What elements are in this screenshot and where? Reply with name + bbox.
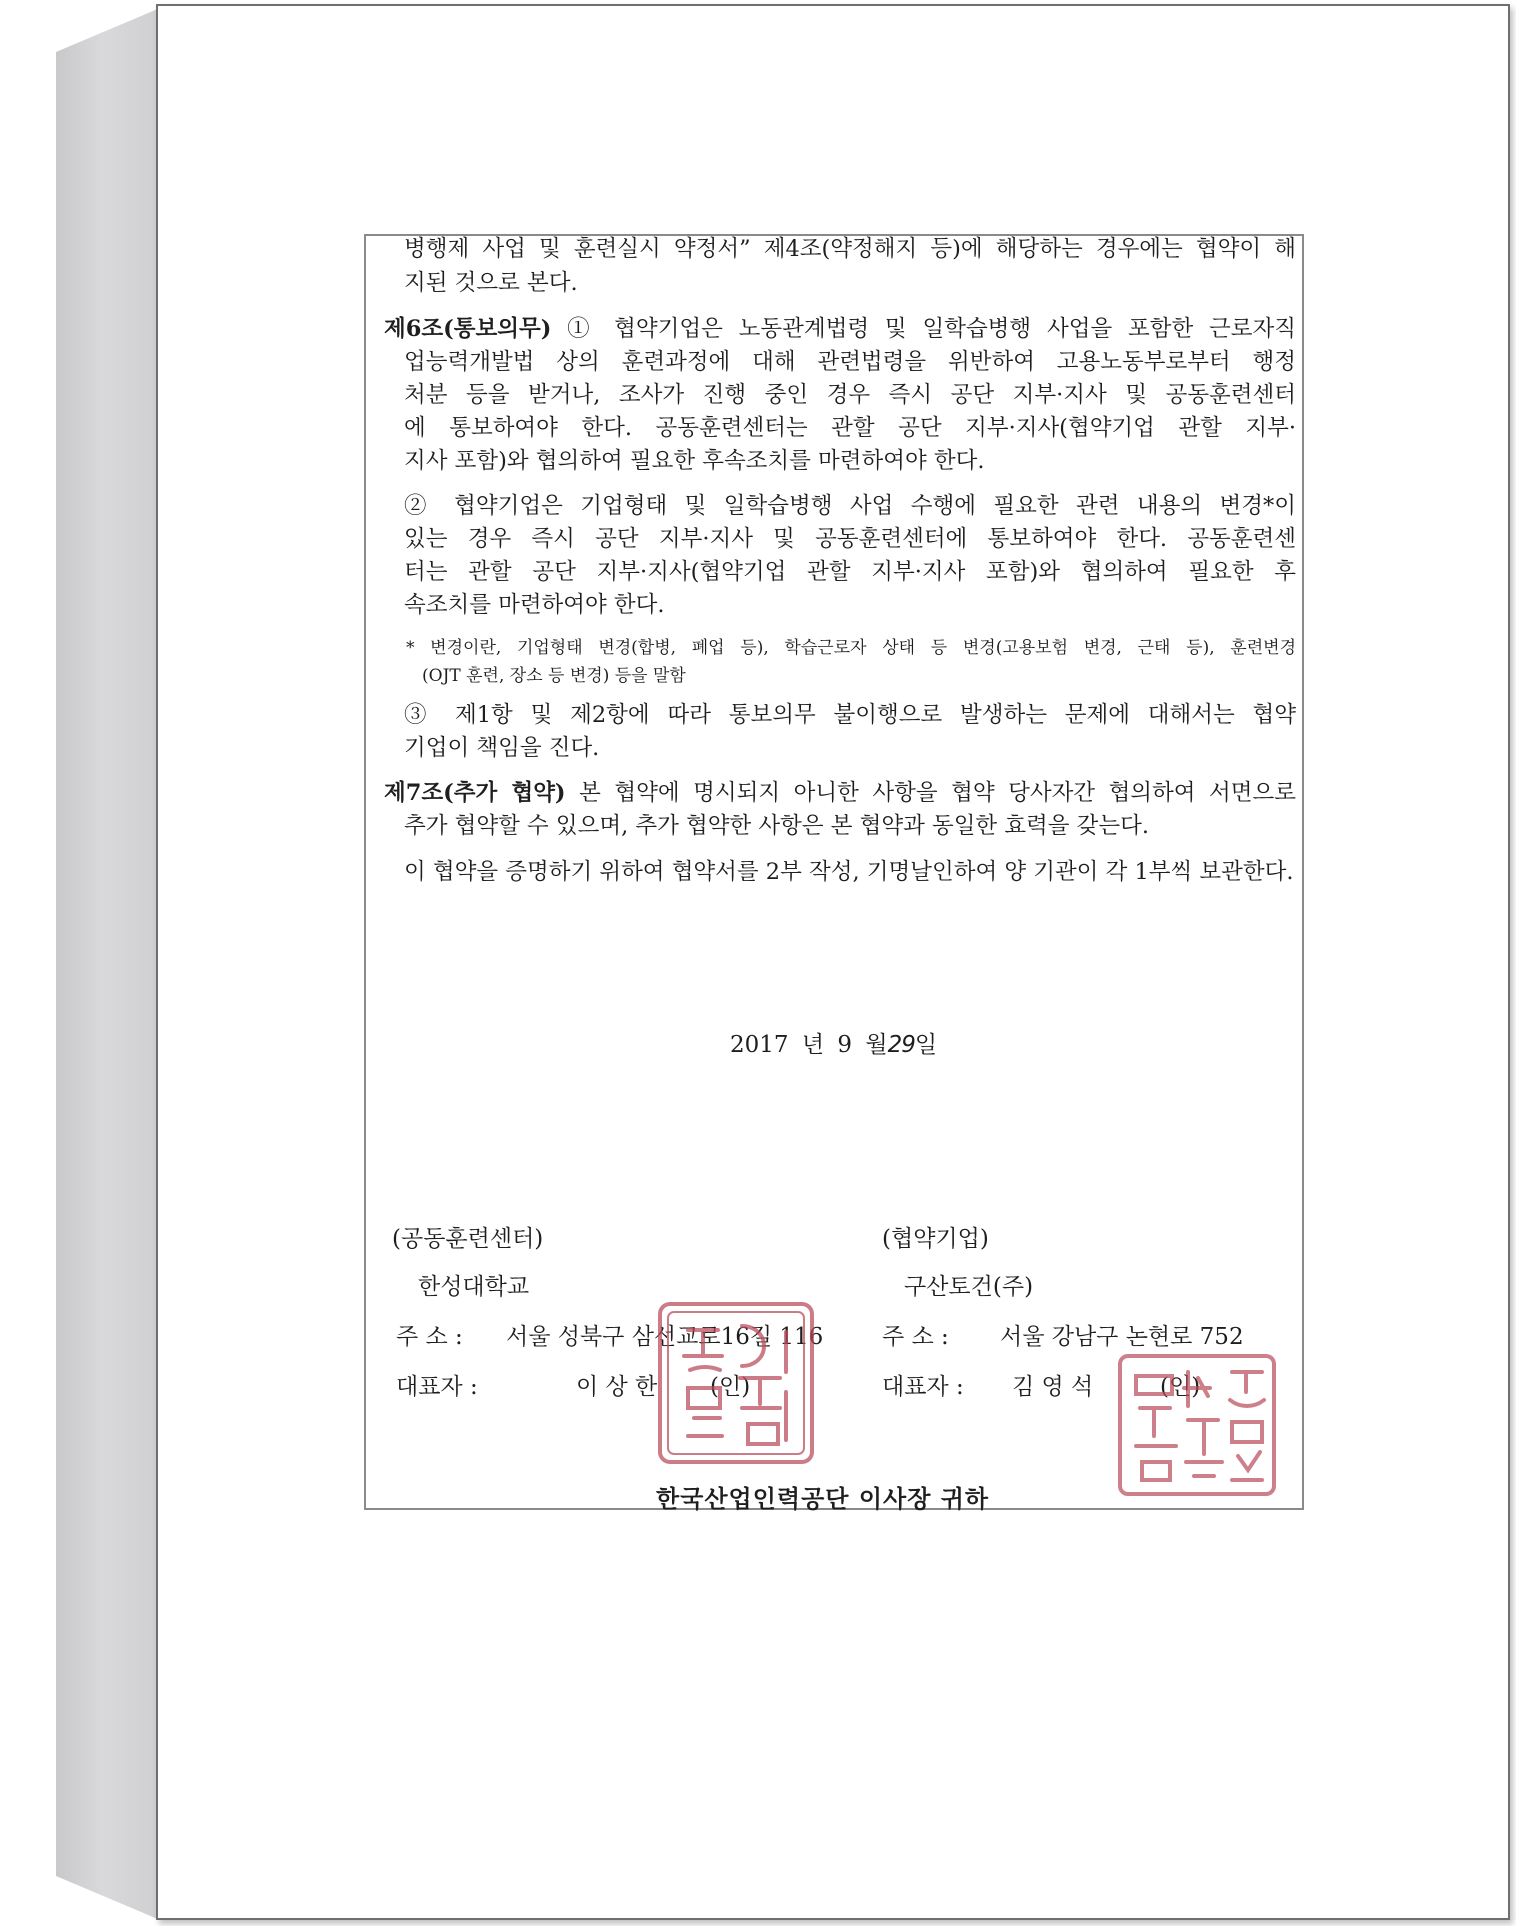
text-line: 있는 경우 즉시 공단 지부·지사 및 공동훈련센터에 통보하여야 한다. 공동훈련센 <box>404 526 1296 552</box>
article-7 <box>384 778 1296 808</box>
date-month: 9 <box>837 1032 853 1058</box>
book-spine <box>56 8 160 1920</box>
text-line: 속조치를 마련하여야 한다. <box>404 592 665 618</box>
left-seal-stamp <box>654 1296 820 1470</box>
right-address-label: 주 소 : <box>882 1324 949 1350</box>
date-year-unit: 년 <box>801 1032 825 1058</box>
right-rep-label: 대표자 : <box>882 1374 964 1400</box>
right-seal-stamp <box>1114 1350 1280 1500</box>
text-line: 처분 등을 받거나, 조사가 진행 중인 경우 즉시 공단 지부·지사 및 공동훈련센터 <box>404 382 1296 408</box>
closing-statement: 이 협약을 증명하기 위하여 협약서를 2부 작성, 기명날인하여 양 기관이 각 1부씩 보관한다. <box>404 859 1294 885</box>
right-seal-mark: (인) <box>1160 1374 1201 1400</box>
text-line: 본 협약에 명시되지 아니한 사항을 협약 당사자간 협의하여 서면으로 <box>565 780 1296 806</box>
agreement-date <box>730 1030 937 1060</box>
date-day-unit: 일 <box>914 1032 938 1058</box>
article-7-heading: 제7조(추가 협약) <box>384 780 566 806</box>
text-line: 병행제 사업 및 훈련실시 약정서” 제4조(약정해지 등)에 해당하는 경우에는 협약이 해 <box>404 236 1296 262</box>
left-address: 서울 성북구 삼선교로16길 116 <box>506 1324 824 1350</box>
article-6 <box>384 314 1296 344</box>
text-line: 추가 협약할 수 있으며, 추가 협약한 사항은 본 협약과 동일한 효력을 갖는다. <box>404 813 1150 839</box>
text-line: 지된 것으로 본다. <box>404 270 578 296</box>
text-line: ③ 제1항 및 제2항에 따라 통보의무 불이행으로 발생하는 문제에 대해서는 협약 <box>404 702 1296 728</box>
right-rep-name: 김 영 석 <box>1012 1374 1094 1400</box>
left-rep-label: 대표자 : <box>396 1374 478 1400</box>
right-party-heading: (협약기업) <box>882 1226 989 1252</box>
text-line: 기업이 책임을 진다. <box>404 735 600 761</box>
text-line: 지사 포함)와 협의하여 필요한 후속조치를 마련하여야 한다. <box>404 448 985 474</box>
recipient-title: 한국산업인력공단 이사장 귀하 <box>656 1484 990 1513</box>
right-party-name: 구산토건(주) <box>904 1274 1034 1300</box>
text-line: ① 협약기업은 노동관계법령 및 일학습병행 사업을 포함한 근로자직 <box>551 316 1296 342</box>
date-year: 2017 <box>730 1032 789 1058</box>
left-rep-name: 이 상 한 <box>576 1374 658 1400</box>
text-line: 에 통보하여야 한다. 공동훈련센터는 관할 공단 지부·지사(협약기업 관할 지부· <box>404 415 1296 441</box>
text-line: ② 협약기업은 기업형태 및 일학습병행 사업 수행에 필요한 관련 내용의 변경*이 <box>404 493 1296 519</box>
text-line: 업능력개발법 상의 훈련과정에 대해 관련법령을 위반하여 고용노동부로부터 행정 <box>404 349 1296 375</box>
left-seal-mark: (인) <box>710 1374 751 1400</box>
footnote-line: (OJT 훈련, 장소 등 변경) 등을 말함 <box>422 666 686 686</box>
right-address: 서울 강남구 논현로 752 <box>1000 1324 1244 1350</box>
left-party-heading: (공동훈련센터) <box>392 1226 544 1252</box>
date-month-unit: 월 <box>865 1032 888 1058</box>
date-day: 29 <box>887 1032 915 1058</box>
text-line: 터는 관할 공단 지부·지사(협약기업 관할 지부·지사 포함)와 협의하여 필요한 후 <box>404 559 1296 585</box>
article-6-heading: 제6조(통보의무) <box>384 316 552 342</box>
footnote-line: * 변경이란, 기업형태 변경(합병, 폐업 등), 학습근로자 상태 등 변경(고용보험 변경, 근태 등), 훈련변경 <box>406 638 1296 658</box>
left-address-label: 주 소 : <box>396 1324 463 1350</box>
left-party-name: 한성대학교 <box>418 1274 530 1300</box>
